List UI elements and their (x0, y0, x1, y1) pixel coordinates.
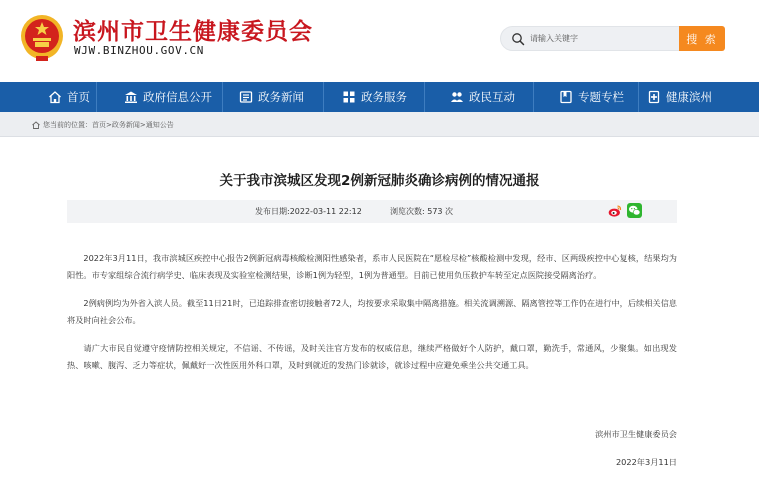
search-button[interactable]: 搜 索 (679, 26, 725, 51)
article-paragraph: 2022年3月11日，我市滨城区疾控中心报告2例新冠病毒核酸检测阳性感染者，系市人民医院在“愿检尽检”核酸检测中发现，经市、区两级疾控中心复核，结果均为阳性。市专家组综合流行病学史、临床表现及实验室检测结果，诊断1例为轻型，1例为普通型。目前已使用负压救护车转至定点医院接受隔离治疗。 (67, 253, 677, 280)
nav-item-interaction[interactable] (425, 82, 533, 112)
site-header (0, 0, 759, 82)
signature-organization: 滨州市卫生健康委员会 (595, 429, 677, 439)
interaction-icon (450, 90, 464, 104)
breadcrumb-link-notices[interactable]: 通知公告 (145, 121, 174, 129)
breadcrumb-separator: > (139, 121, 146, 129)
nav-label: 政民互动 (469, 90, 515, 104)
breadcrumb-prefix: 您当前的位置： (43, 121, 92, 129)
health-icon (647, 90, 661, 104)
nav-label: 首页 (67, 90, 90, 104)
site-name[interactable]: 滨州市卫生健康委员会 (73, 19, 313, 45)
nav-item-services[interactable] (324, 82, 424, 112)
nav-item-home[interactable] (0, 82, 96, 112)
site-url: WJW.BINZHOU.GOV.CN (74, 44, 205, 57)
location-icon (32, 121, 40, 129)
nav-label: 政府信息公开 (143, 90, 212, 104)
article-meta-bar (67, 200, 677, 223)
article-paragraph: 请广大市民自觉遵守疫情防控相关规定，不信谣、不传谣，及时关注官方发布的权威信息，继续严格做好个人防护，戴口罩，勤洗手，常通风，少聚集。如出现发热、咳嗽、腹泻、乏力等症状，佩戴好一次性医用外科口罩，及时到就近的发热门诊就诊，就诊过程中应避免乘坐公共交通工具。 (67, 343, 677, 370)
article-body (67, 250, 677, 385)
article-title: 关于我市滨城区发现2例新冠肺炎确诊病例的情况通报 (219, 173, 540, 189)
weibo-share-icon[interactable] (608, 204, 622, 218)
service-grid-icon (342, 90, 356, 104)
signature-date: 2022年3月11日 (615, 457, 677, 467)
nav-label: 政务新闻 (258, 90, 304, 104)
nav-label: 专题专栏 (578, 90, 624, 104)
home-icon (48, 90, 62, 104)
national-emblem-icon[interactable] (19, 12, 65, 62)
breadcrumb-bar (0, 112, 759, 137)
government-building-icon (124, 90, 138, 104)
main-nav (0, 82, 759, 112)
nav-item-news[interactable] (223, 82, 323, 112)
breadcrumb-link-news[interactable]: 政务新闻 (111, 121, 140, 129)
breadcrumb-link-home[interactable]: 首页 (92, 121, 106, 129)
nav-item-topics[interactable] (534, 82, 638, 112)
search-icon (511, 32, 525, 46)
search-input[interactable] (530, 27, 678, 50)
topic-icon (559, 90, 573, 104)
nav-item-gov-info[interactable] (97, 82, 222, 112)
nav-label: 政务服务 (361, 90, 407, 104)
nav-item-health[interactable] (639, 82, 756, 112)
view-count: 浏览次数: 573 次 (390, 207, 454, 216)
search-box (500, 26, 682, 51)
breadcrumb-separator: > (106, 121, 112, 129)
article-paragraph: 2例病例均为外省入滨人员。截至11日21时，已追踪排查密切接触者72人，均按要求采取集中隔离措施。相关流调溯源、隔离管控等工作仍在进行中，后续相关信息将及时向社会公布。 (67, 298, 677, 325)
nav-label: 健康滨州 (666, 90, 712, 104)
wechat-share-icon[interactable] (627, 203, 642, 218)
publish-date: 发布日期:2022-03-11 22:12 (255, 207, 362, 216)
news-icon (239, 90, 253, 104)
breadcrumb (32, 120, 174, 130)
